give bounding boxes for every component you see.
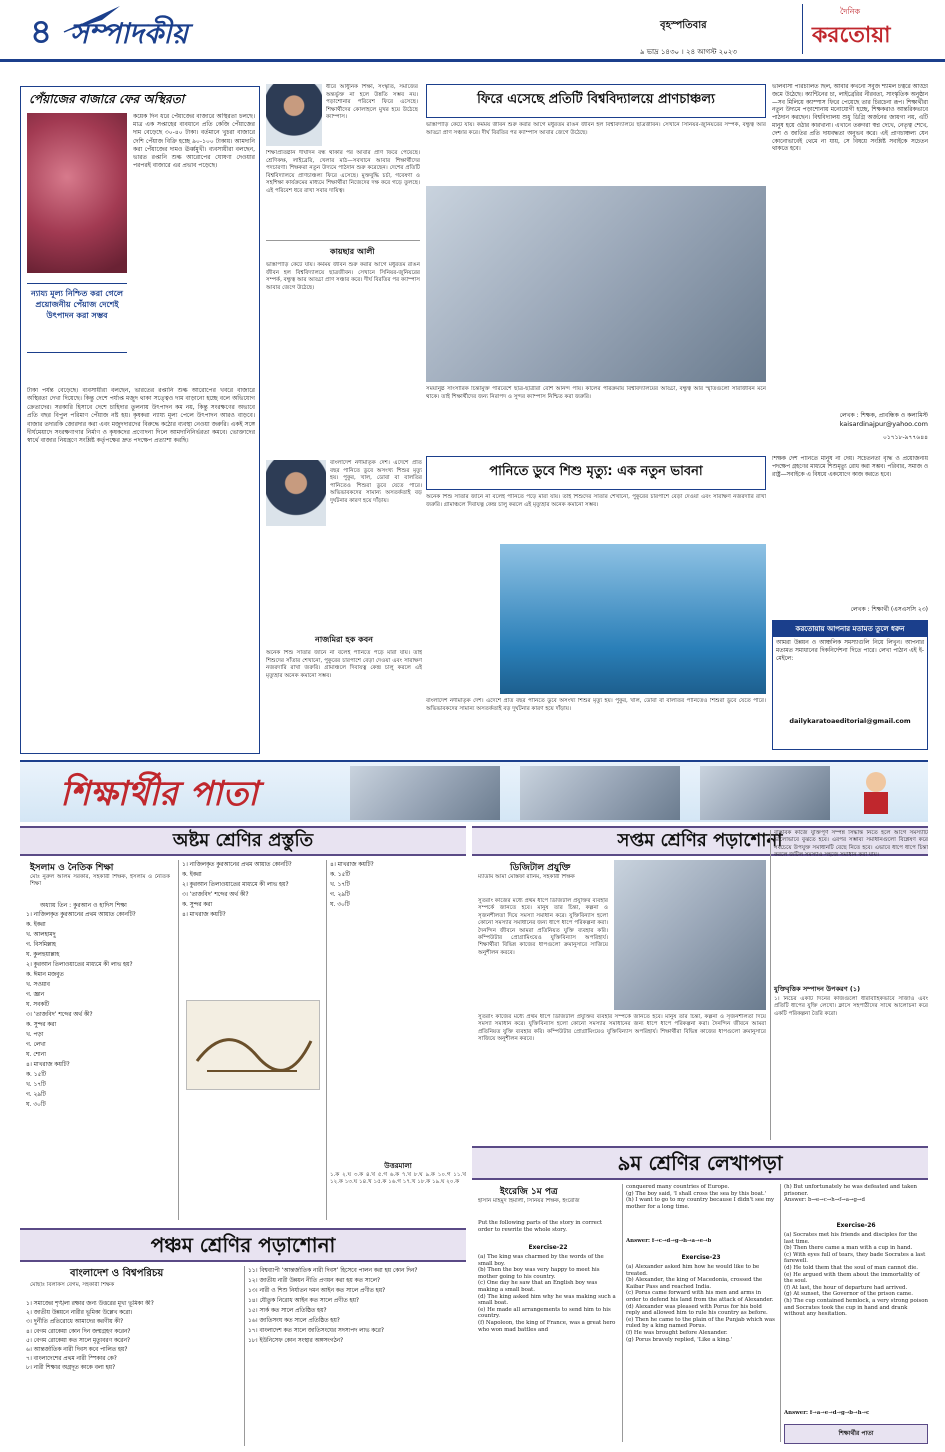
article-main-body-left: ভাস্তাপাড়ি কেটে যায়। কর্মময় জীবন শুরু করার আগে মধুরতম রঙিন জীবন হল বিশ্ববিদ্যালয়ে ছাত্রজীবন। সেখানে সিনিয়র-জুনিয়রের সম্পর্ক, বন্ধুত্ব আর আড্ডা প্রাণ সঞ্চার করে। দীর্ঘ বিরতির পর ক্যাম্পাস আবার জেগে উঠেছে। [426,122,766,136]
article-kawsar-intro: ধীরে আধুনিক শিক্ষা, সংস্কৃতি, সমাজের অন্তর্ভুক্ত না হলে উন্নতি সম্ভব নয়। পড়াশোনার পরিবেশ ফিরে এসেছে। শিক্ষার্থীদের কোলাহলে মুখর হয়ে উঠেছে ক্যাম্পাস। [326,84,418,121]
mcq-line: গ. বিসমিল্লাহ [26,942,56,948]
mcq-line: ক. সুন্দর করা [182,902,213,908]
question-line: ৬। আন্তর্জাতিক নারী দিবস কবে পালিত হয়? [26,1347,128,1354]
class5-subject: বাংলাদেশ ও বিশ্বপরিচয় [70,1268,164,1279]
exercise-line: (d) The king asked him why he was making such a small boat. [478,1293,616,1307]
article-child-author: নাজমিরা হক কবন [315,635,373,644]
class7-subject: ডিজিটাল প্রযুক্তি [510,863,571,873]
class9-ex23-list [626,1264,776,1442]
question-line: ১৮। ইউনিসেফ কোন সংস্থার অঙ্গসংগঠন? [248,1338,344,1344]
class9-intro: Put the following parts of the story in correct order to rewrite the whole story. [478,1220,603,1233]
class7-col-divider [770,830,771,1140]
editorial-onion-title: পেঁয়াজের বাজারে ফের অস্থিরতা [29,92,185,106]
article-main-email: kaisardinajpur@yahoo.com [839,420,928,428]
student-page-banner-title: শিক্ষার্থীর পাতা [60,774,258,814]
mcq-line: খ. পড়া [26,1032,44,1038]
class9-ex22-list [478,1254,618,1442]
article-main-phone: ০১৭১৮-৯৭৭৬৪৪ [882,434,928,441]
class5-teacher: মোছাঃ বিলকিস বেগম, সহকারী শিক্ষক [30,1282,115,1288]
article-main-body-below: সময়ানুষ্ঠ সাংসারিক চিন্তামুক্ত পরিবেশে ছাত্র-ছাত্রীরা বেশি আনন্দ পায়। কালের পরিক্রমায় বিশ্ববিদ্যালয়ের আড্ডা, বন্ধুত্ব আর স্মৃতিগুলো সারাজীবন মনে থাকে। তাই শিক্ষার্থীদের জন্য নিরাপদ ও সুন্দর ক্যাম্পাস নিশ্চিত করা জরুরি। [426,386,766,400]
dateline: ৯ ভাদ্র ১৪৩০ । ২৪ আগস্ট ২০২৩ [640,48,737,56]
paper-name-prefix: দৈনিক [840,7,861,16]
class9-ex23-title: Exercise-23 [681,1254,721,1261]
kawsar-divider [266,240,420,241]
article-kawsar-author: কায়ছার আলী [330,247,375,256]
class8-mcq-list-3 [330,860,466,1160]
opinion-box-body: আমরা উন্নয়ন ও আঞ্চলিক সমস্যাগুলি নিয়ে লিখুন। আপনার মতামত সমাধানের দিকনির্দেশনা দিতে পারে। লেখা পাঠান এই ই-মেইলে: [776,640,924,662]
class8-answer-title: উত্তরমালা [384,1162,412,1170]
exercise-line: (f) He was brought before Alexander. [626,1329,728,1336]
class8-subject: ইসলাম ও নৈতিক শিক্ষা [30,863,114,873]
exercise-line: (c) With eyes full of tears, they bade Socrates a last farewell. [784,1251,926,1265]
exercise-line: (d) He told them that the soul of man cannot die. [784,1264,918,1271]
exercise-line: (f) At last, the hour of departure had arrived. [784,1284,908,1291]
banner-photo-2 [520,766,680,820]
class9-ex26-answer: Answer: f→a→e→d→g→b→h→c [784,1410,870,1416]
mcq-line: খ. ১৭টি [26,1082,46,1088]
exercise-line: (d) Alexander was pleased with Porus for his bold reply and allowed him to rule his country as before. [626,1303,768,1317]
class8-header: অষ্টম শ্রেণির প্রস্তুতি [20,826,466,856]
class9-header-box [472,1146,928,1180]
mcq-line: ১। নাজিলকৃত কুরআনের প্রথম আয়াত কোনটি? [182,862,292,868]
class9-ex22-title: Exercise-22 [528,1244,568,1251]
class7-teacher: ম্যাডাম আমা মোস্তফা রানিম, সহকারী শিক্ষক [478,874,575,880]
exercise-line: (e) He argued with them about the immortality of the soul. [784,1271,920,1285]
mcq-line: ঘ. শোনা [26,1052,46,1058]
exercise-line: (c) One day he saw that an English boy was making a small boat. [478,1280,598,1293]
question-line: ৮। নারী শিক্ষার অগ্রদূত কাকে বলা হয়? [26,1365,116,1372]
class8-mcq-list [26,910,174,1220]
class8-answers: ১.ক ২.ঘ ৩.ক ৪.খ ৫.গ ৬.ক ৭.খ ৮.ঘ ৯.ক ১০.গ ১১.খ ১২.ক ১৩.ঘ ১৪.খ ১৫.ক ১৬.গ ১৭.খ ১৮.ক ১৯.ঘ ২০.ক [330,1172,466,1186]
article-child-author-line: লেখক : শিক্ষার্থী (এসএসসি ২৩) [850,606,928,613]
exercise-line: Answer: b→e→c→h→f→a→g→d [784,1197,865,1204]
mcq-line: ক. ইকরা [26,922,46,928]
class5-col-divider [244,1266,245,1446]
editorial-onion-box [20,86,260,754]
opinion-box [772,620,928,750]
question-line: ১৪। যৌতুক নিরোধ আইন কত সালে প্রণীত হয়? [248,1298,359,1304]
exercise-line: (g) The boy said, 'I shall cross the sea by this boat.' [626,1190,767,1197]
mcq-line: ক. ১৫টি [330,872,351,878]
mcq-line: ক. ইকরা [182,872,202,878]
article-child-body-mid: অনেক শিশু সাঁতার জানে না বলেই পানিতে পড়ে মারা যায়। তাই শিশুদের সাঁতার শেখানো, পুকুরের চারপাশে বেড়া দেওয়া এবং সারাক্ষণ নজরদারি রাখা জরুরি। গ্রামাঞ্চলে দিবাযত্ন কেন্দ্র চালু করলে এই মৃত্যুহার অনেক কমানো সম্ভব। [266,650,422,679]
question-line: ১। সমাজের শৃঙ্খলা রক্ষার জন্য উত্তরের মূখ্য ভূমিকা কী? [26,1301,154,1307]
class8-col-divider-2 [326,860,327,1220]
paper-logo: করতোয়া [812,23,891,48]
mcq-line: খ. সওয়াব [26,982,50,988]
mcq-line: ১। নাজিলকৃত কুরআনের প্রথম আয়াত কোনটি? [26,912,136,918]
class9-ex26-list [784,1232,928,1408]
class7-activity-title: যুক্তিবৃত্তিক সম্পাদন উপকরণ (১) [774,985,861,993]
class5-header-box [20,1228,466,1262]
exercise-line: (b) Alexander, the king of Macedonia, crossed the Kaibar Pass and reached India. [626,1277,763,1290]
exercise-line: (a) The king was charmed by the words of the small boy. [478,1254,604,1267]
exercise-line: (e) Then he came to the plain of the Punjab which was ruled by a king named Porus. [626,1316,775,1330]
article-kawsar-body: শিক্ষাপ্রতিষ্ঠান দীর্ঘদিন বন্ধ থাকার পর আবার প্রাণ ফিরে পেয়েছে। শ্রেণিকক্ষ, লাইব্রেরি, খেলার মাঠ—সবখানে আবার শিক্ষার্থীদের পদচারণা। শিক্ষকরা নতুন উদ্যমে পাঠদান শুরু করেছেন। দেশের প্রতিটি বিশ্ববিদ্যালয়ে প্রাণচাঞ্চল্য ফিরে এসেছে। মুক্তবুদ্ধি চর্চা, গবেষণা ও সহশিক্ষা কার্যক্রমের মাধ্যমে শিক্ষার্থীরা নিজেদের দক্ষ করে গড়ে তুলছে। এই পরিবেশ ধরে রাখা সবার দায়িত্ব। [266,150,420,194]
mcq-line: ক. ১৫টি [26,1072,47,1078]
question-line: ৪। বেগম রোকেয়া কোন দিন জন্মগ্রহণ করেন? [26,1328,131,1335]
exercise-line: (a) Alexander asked him how he would like to be treated. [626,1264,760,1277]
class5-list-right [248,1266,466,1446]
article-child-body-left: বাংলাদেশ নদীমাতৃক দেশ। এদেশে প্রতি বছর পানিতে ডুবে অসংখ্য শিশুর মৃত্যু হয়। পুকুর, খাল, ডোবা বা বালতির পানিতেও শিশুরা ডুবে যেতে পারে। অভিভাবকদের সামান্য অসতর্কতাই বড় দুর্ঘটনার কারণ হয়ে দাঁড়ায়। [330,460,422,504]
class9-col-divider-2 [780,1184,781,1442]
question-line: ৫। বেগম রোকেয়া কত সালে মৃত্যুবরণ করেন? [26,1337,131,1344]
mcq-line: ৪। মাখরাজ কয়টি? [26,1062,70,1068]
exercise-line: (g) At sunset, the Governor of the prison came. [784,1291,913,1298]
mcq-line: ২। কুরআন তিলাওয়াতের মাধ্যমে কী লাভ হয়? [26,962,133,968]
article-child-body-right: শিক্ষক দেশ পানিতে মানুষ না দেয়। সচেতনতা বৃদ্ধি ও প্রয়োজনীয় পদক্ষেপ গ্রহণের মাধ্যমে শিশুমৃত্যু রোধ করা সম্ভব। পরিবার, সমাজ ও রাষ্ট্র—সবাইকে এ বিষয়ে একযোগে কাজ করতে হবে। [772,456,928,478]
opinion-box-email: dailykaratoaeditorial@gmail.com [789,717,911,725]
mcq-line: ঘ. কুলহুয়াল্লাহ [26,952,60,958]
student-page-banner [20,760,928,822]
class8-col-divider [178,860,179,1220]
exercise-line: (f) Napoleon, the king of France, was a great hero who won mad battles and [478,1319,616,1333]
exercise-line: (b) Then there came a man with a cup in hand. [784,1245,913,1252]
mcq-line: ৩। ‘তাজবিদ’ শব্দের অর্থ কী? [26,1012,93,1018]
class9-col-divider [622,1184,623,1442]
question-line: ১৬। জাতিসংঘ কত সালে প্রতিষ্ঠিত হয়? [248,1318,340,1324]
opinion-box-title: করতোয়ায় আপনার মতামত তুলে ধরুন [773,621,927,637]
class7-body-right: বাস্তবিক কাজে যুক্তিপূর্ণ সম্পন্ন সিদ্ধান্ত নিতে হলে আগে সমস্যাটি ভালোভাবে বুঝতে হবে। এরপর সম্ভাব্য সমাধানগুলো বিশ্লেষণ করে সবচেয়ে উপযুক্ত সমাধানটি বেছে নিতে হবে। এভাবে ধাপে ধাপে চিন্তা করলে জটিল সমস্যাও সহজে সমাধান করা যায়। [774,830,928,859]
mcq-line: গ. জ্ঞান [26,992,45,998]
question-line: ১১। বিশ্বব্যাপী ‘আন্তর্জাতিক নারী দিবস’ হিসেবে পালন করা হয় কোন দিন? [248,1268,418,1274]
class5-list-left [26,1300,240,1446]
masthead [0,0,945,62]
class7-activity: ১। নিচের একটি দিনের কাজগুলো ধারাবাহিকভাবে সাজাও এবং প্রতিটি ধাপের যুক্তি লেখো। ক্লাসে সহপাঠীদের সাথে আলোচনা করে একটি পরিকল্পনা তৈরি করো। [774,996,928,1017]
exercise-line: (e) He made all arrangements to send him to his country. [478,1306,611,1320]
article-main-title-box [426,84,766,118]
class9-ex22-cont [626,1184,776,1238]
mcq-line: ক. ঈমান মজবুত [26,972,64,978]
article-child-body-top: অনেক শিশু সাঁতার জানে না বলেই পানিতে পড়ে মারা যায়। তাই শিশুদের সাঁতার শেখানো, পুকুরের চারপাশে বেড়া দেওয়া এবং সারাক্ষণ নজরদারি রাখা জরুরি। গ্রামাঞ্চলে দিবাযত্ন কেন্দ্র চালু করলে এই মৃত্যুহার অনেক কমানো সম্ভব। [426,494,766,508]
exercise-line: (a) Socrates met his friends and disciples for the last time. [784,1232,918,1245]
exercise-line: conquered many countries of Europe. [626,1184,730,1190]
question-line: ১৫। সার্ক কত সালে প্রতিষ্ঠিত হয়? [248,1308,327,1314]
mcq-line: গ. ২৯টি [26,1092,46,1098]
class7-header: সপ্তম শ্রেণির পড়াশোনা [472,826,928,856]
mcq-line: ৪। মাখরাজ কয়টি? [182,912,226,918]
class9-ex26-title: Exercise-26 [836,1222,876,1229]
exercise-line: (g) Porus bravely replied, 'Like a king.' [626,1336,733,1343]
question-line: ৭। বাংলাদেশের প্রথম নারী স্পিকার কে? [26,1356,117,1363]
class7-body: সুতরাং কাজের মধ্যে প্রথম ধাপে ডিজিটাল প্রযুক্তির ব্যবহার সম্পর্কে জানতে হবে। মানুষ তার চিন্তা, কল্পনা ও সৃজনশীলতা দিয়ে সমস্যা সমাধান করে। যুক্তিবিন্যাস হলো কোনো সমস্যার সমাধানের জন্য ধাপে ধাপে পরিকল্পনা করা। দৈনন্দিন জীবনে আমরা প্রতিনিয়ত যুক্তি ব্যবহার করি। কম্পিউটার প্রোগ্রামিংয়েও যুক্তিবিন্যাস অপরিহার্য। শিক্ষার্থীরা বিভিন্ন কাজের ধাপগুলো ক্রমানুসারে সাজিয়ে অনুশীলন করবে। [478,898,608,956]
article-main-body-right: ভালবাসা পরিচালিত ছিল, আবার কখনো সবুজ শ্যামল চত্বরে আড্ডা জমে উঠেছে। ক্যান্টিনের চা, লাইব্রেরির নীরবতা, সাংস্কৃতিক অনুষ্ঠান—সব মিলিয়ে ক্যাম্পাস ফিরে পেয়েছে তার চিরচেনা রূপ। শিক্ষার্থীরা নতুন উদ্যমে পড়াশোনায় মনোযোগী হচ্ছে, শিক্ষকরাও আন্তরিকভাবে পাঠদান করছেন। বিশ্ববিদ্যালয় শুধু ডিগ্রি অর্জনের জায়গা নয়, এটি মানুষ হয়ে ওঠার কারখানা। এখানে তরুণরা স্বপ্ন দেখে, নেতৃত্ব শেখে, দেশ ও জাতির প্রতি দায়বদ্ধতা অনুভব করে। এই প্রাণচাঞ্চল্য যেন কোনোভাবেই থেমে না যায়, সে বিষয়ে সংশ্লিষ্ট সবাইকে সচেতন থাকতে হবে। [772,84,928,153]
article-child-title-box [426,456,766,490]
calligraphy-image [186,1000,320,1090]
class9-subject: ইংরেজি ১ম পত্র [500,1187,558,1197]
cartoon-teacher-icon [846,768,906,818]
article-main-author-line: লেখক : শিক্ষক, প্রাবন্ধিক ও কলামিস্ট [839,412,928,419]
drowning-hand-photo [500,544,766,694]
banner-photo-3 [700,766,830,820]
mcq-line: ঘ. ৩০টি [26,1102,46,1108]
question-line: ১২। জাতীয় নারী উন্নয়ন নীতি প্রণয়ন করা হয় কত সালে? [248,1278,381,1284]
question-line: ১৩। নারী ও শিশু নির্যাতন দমন আইন কত সালে প্রণীত হয়? [248,1288,386,1294]
exercise-line: (h) The cup contained hemlock, a very strong poison and Socrates took the cup in hand and drank without any hesitation. [784,1297,928,1318]
pullquote-box [27,283,127,353]
exercise-line: (h) But unfortunately he was defeated and taken prisoner. [784,1184,918,1197]
class7-students-photo [614,860,766,1010]
article-kawsar-body-2: ভাস্তাপাড়ি কেটে যায়। কর্মময় জীবন শুরু করার আগে মধুরতম রঙিন জীবন হল বিশ্ববিদ্যালয়ে ছাত্রজীবন। সেখানে সিনিয়র-জুনিয়রের সম্পর্ক, বন্ধুত্ব আর আড্ডা প্রাণ সঞ্চার করে। দীর্ঘ বিরতির পর ক্যাম্পাস আবার জেগে উঠেছে। [266,262,420,291]
article-main-title: ফিরে এসেছে প্রতিটি বিশ্ববিদ্যালয়ে প্রাণচাঞ্চল্য [477,92,715,107]
editorial-onion-body-bottom: টাকা পর্যন্ত বেড়েছে। ব্যবসায়ীরা বলছেন, ভারতের রপ্তানি শুল্ক আরোপের খবরে বাজারে অস্থিরতা দেখা দিয়েছে। কিন্তু দেশে পর্যাপ্ত মজুদ থাকা সত্ত্বেও দাম বাড়ানো হচ্ছে বলে অভিযোগ ক্রেতাদের। সরকারি হিসাবে দেশে চাহিদার তুলনায় উৎপাদন কম নয়, কিন্তু সংরক্ষণের অভাবে প্রতি বছর বিপুল পরিমাণ পেঁয়াজ নষ্ট হয়। কৃষকরা ন্যায্য মূল্য পেলে উৎপাদন আরও বাড়বে। বাজার তদারকি জোরদার করা এবং মজুদদারদের বিরুদ্ধে কঠোর ব্যবস্থা নেওয়া জরুরি। একই সঙ্গে দীর্ঘমেয়াদে সংরক্ষণাগার নির্মাণ ও কৃষকদের প্রণোদনা দিলে আমদানিনির্ভরতা কমবে। ভোক্তাদের স্বার্থে বাজার নিয়ন্ত্রণে সংশ্লিষ্ট কর্তৃপক্ষের দ্রুত পদক্ষেপ প্রত্যাশা করছি। [27,387,255,445]
day-label: বৃহস্পতিবার [660,20,707,31]
class9-teacher: হাসান মাহমুদ হিমালী, সিনিয়র শিক্ষক, ইংরেজি [478,1198,580,1204]
question-line: ৩। দুর্নীতি প্রতিরোধে আমাদের করণীয় কী? [26,1319,124,1326]
page-number: ৪ [30,12,53,52]
mcq-line: ৪। মাখরাজ কয়টি? [330,862,374,868]
author-photo-nazmira [266,460,326,526]
mcq-line: খ. ১৭টি [330,882,350,888]
article-child-title: পানিতে ডুবে শিশু মৃত্যু: এক নতুন ভাবনা [489,464,703,479]
masthead-divider [802,4,803,54]
mcq-line: গ. লেখা [26,1042,46,1048]
class5-header: পঞ্চম শ্রেণির পড়াশোনা [150,1233,336,1257]
question-line: ২। জাতীয় উন্নয়নে নারীর ভূমিকা উল্লেখ করো। [26,1310,133,1317]
mcq-line: গ. ২৯টি [330,892,350,898]
student-page-notice: শিক্ষার্থীর পাতা [784,1424,928,1444]
mcq-line: খ. আলহামদু [26,932,56,938]
mcq-line: ২। কুরআন তিলাওয়াতের মাধ্যমে কী লাভ হয়? [182,882,289,888]
mcq-line: ৩। ‘তাজবিদ’ শব্দের অর্থ কী? [182,892,249,898]
banner-photo-1 [350,766,500,820]
class8-answer-box [330,1160,466,1222]
class8-chapter: অধ্যায় তিন : কুরআন ও হাদিস শিক্ষা [40,902,127,909]
editorial-onion-body-top: কয়েক দিন ধরে পেঁয়াজের বাজারে অস্থিরতা চলছে। মাত্র এক সপ্তাহের ব্যবধানে প্রতি কেজি পেঁয়াজের দাম বেড়েছে ৩০-৪০ টাকা। বর্তমানে খুচরা বাজারে দেশি পেঁয়াজ বিক্রি হচ্ছে ৯০-১০০ টাকায়। আমদানি করা পেঁয়াজের দামও ঊর্ধ্বমুখী। ব্যবসায়ীরা বলছেন, ভারত রপ্তানি শুল্ক আরোপের ঘোষণা দেওয়ার পরপরই বাজারে এর প্রভাব পড়েছে। [133,113,255,170]
mcq-line: ক. সুন্দর করা [26,1022,57,1028]
class9-header: ৯ম শ্রেণির লেখাপড়া [617,1151,783,1175]
author-photo-kawsar [266,84,322,146]
class7-body-2: সুতরাং কাজের মধ্যে প্রথম ধাপে ডিজিটাল প্রযুক্তির ব্যবহার সম্পর্কে জানতে হবে। মানুষ তার চিন্তা, কল্পনা ও সৃজনশীলতা দিয়ে সমস্যা সমাধান করে। যুক্তিবিন্যাস হলো কোনো সমস্যার সমাধানের জন্য ধাপে ধাপে পরিকল্পনা করা। দৈনন্দিন জীবনে আমরা প্রতিনিয়ত যুক্তি ব্যবহার করি। কম্পিউটার প্রোগ্রামিংয়েও যুক্তিবিন্যাস অপরিহার্য। শিক্ষার্থীরা বিভিন্ন কাজের ধাপগুলো ক্রমানুসারে সাজিয়ে অনুশীলন করবে। [478,1014,766,1043]
mcq-line: ঘ. ৩০টি [330,902,350,908]
question-line: ১৭। বাংলাদেশ কত সালে জাতিসংঘের সদস্যপদ লাভ করে? [248,1328,384,1334]
section-title: সম্পাদকীয় [70,17,188,50]
onion-photo [27,113,127,273]
exercise-line: (h) I want to go to my country because I didn't see my mother for a long time. [626,1197,774,1210]
article-child-body-bottom: বাংলাদেশ নদীমাতৃক দেশ। এদেশে প্রতি বছর পানিতে ডুবে অসংখ্য শিশুর মৃত্যু হয়। পুকুর, খাল, ডোবা বা বালতির পানিতেও শিশুরা ডুবে যেতে পারে। অভিভাবকদের সামান্য অসতর্কতাই বড় দুর্ঘটনার কারণ হয়ে দাঁড়ায়। [426,698,766,712]
mcq-line: ঘ. সবকটি [26,1002,50,1008]
exercise-line: (c) Porus came forward with his men and arms in order to defend his land from the attack of Alexander. [626,1290,774,1303]
exercise-line: (b) Then the boy was very happy to meet his mother going to his country. [478,1267,600,1280]
students-campus-photo [426,186,766,382]
class8-teacher: মোঃ নুরুল আলম সরকার, সহকারী শিক্ষক, ইসলাম ও নৈতিক শিক্ষা [30,874,170,887]
editorial-onion-pullquote: ন্যায্য মূল্য নিশ্চিত করা গেলে প্রয়োজনীয় পেঁয়াজ দেশেই উৎপাদন করা সম্ভব [31,289,123,320]
class9-ex23-cont [784,1184,928,1220]
class9-ex22-answer: Answer: f→c→d→g→h→a→e→b [626,1238,712,1244]
